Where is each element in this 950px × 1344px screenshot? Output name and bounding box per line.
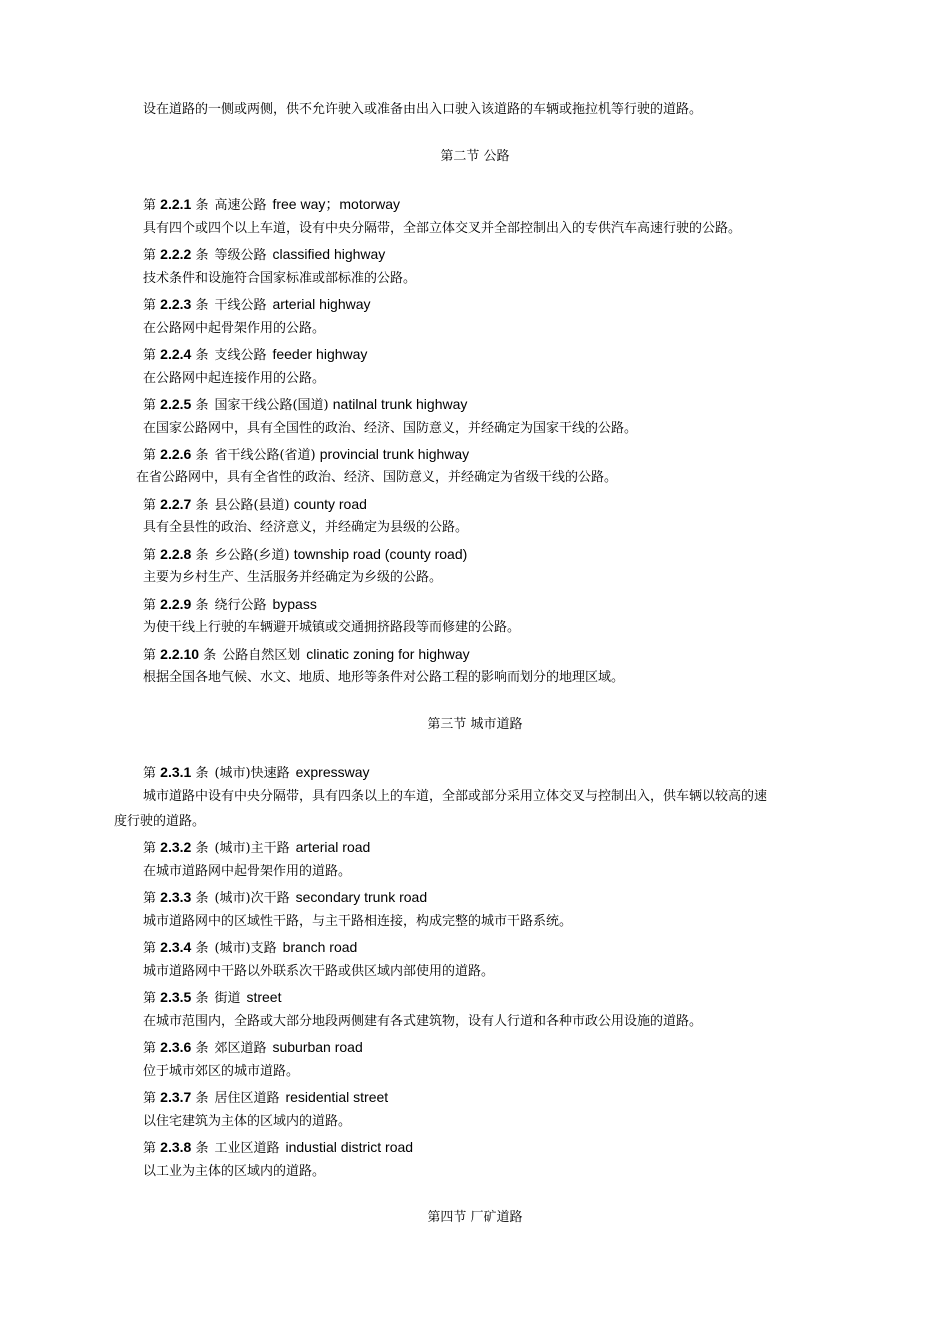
definition-2-2-2: 技术条件和设施符合国家标准或部标准的公路。 [143, 271, 417, 286]
definition-2-2-3: 在公路网中起骨架作用的公路。 [143, 321, 326, 336]
term-2-3-2: 第 2.3.2 条 (城市)主干路 arterial road [143, 839, 371, 856]
definition-2-2-10: 根据全国各地气候、水文、地质、地形等条件对公路工程的影响而划分的地理区域。 [143, 670, 625, 685]
definition-2-2-6: 在省公路网中，具有全省性的政治、经济、国防意义，并经确定为省级干线的公路。 [136, 470, 618, 485]
term-2-3-1: 第 2.3.1 条 (城市)快速路 expressway [143, 764, 370, 781]
definition-2-3-6: 位于城市郊区的城市道路。 [143, 1064, 300, 1079]
section-heading-2: 第二节 公路 [440, 149, 510, 164]
term-2-2-10: 第 2.2.10 条 公路自然区划 clinatic zoning for highway [143, 646, 470, 663]
section-heading-3: 第三节 城市道路 [427, 717, 523, 732]
term-2-3-6: 第 2.3.6 条 郊区道路 suburban road [143, 1039, 363, 1056]
definition-2-2-8: 主要为乡村生产、生活服务并经确定为乡级的公路。 [143, 570, 443, 585]
intro-text: 设在道路的一侧或两侧，供不允许驶入或准备由出入口驶入该道路的车辆或拖拉机等行驶的道路。 [143, 102, 703, 117]
term-2-2-9: 第 2.2.9 条 绕行公路 bypass [143, 596, 317, 613]
term-2-2-2: 第 2.2.2 条 等级公路 classified highway [143, 246, 386, 263]
term-2-3-4: 第 2.3.4 条 (城市)支路 branch road [143, 939, 358, 956]
term-2-3-5: 第 2.3.5 条 街道 street [143, 989, 282, 1006]
definition-2-2-9: 为使干线上行驶的车辆避开城镇或交通拥挤路段等而修建的公路。 [143, 620, 521, 635]
term-2-2-5: 第 2.2.5 条 国家干线公路(国道) natilnal trunk highway [143, 396, 468, 413]
term-2-2-7: 第 2.2.7 条 县公路(县道) county road [143, 496, 367, 513]
definition-2-3-8: 以工业为主体的区域内的道路。 [143, 1164, 326, 1179]
definition-2-2-4: 在公路网中起连接作用的公路。 [143, 371, 326, 386]
definition-2-3-5: 在城市范围内，全路或大部分地段两侧建有各式建筑物，设有人行道和各种市政公用设施的道路。 [143, 1014, 703, 1029]
term-2-3-8: 第 2.3.8 条 工业区道路 industial district road [143, 1139, 414, 1156]
definition-2-3-1: 城市道路中设有中央分隔带，具有四条以上的车道，全部或部分采用立体交叉与控制出入，供车辆以较高的速 [143, 789, 768, 804]
term-2-2-6: 第 2.2.6 条 省干线公路(省道) provincial trunk highway [143, 446, 470, 463]
definition-2-3-4: 城市道路网中干路以外联系次干路或供区域内部使用的道路。 [143, 964, 495, 979]
definition-2-3-7: 以住宅建筑为主体的区域内的道路。 [143, 1114, 352, 1129]
term-2-3-3: 第 2.3.3 条 (城市)次干路 secondary trunk road [143, 889, 428, 906]
term-2-2-1: 第 2.2.1 条 高速公路 free way；motorway [143, 196, 401, 213]
definition-2-2-5: 在国家公路网中，具有全国性的政治、经济、国防意义，并经确定为国家干线的公路。 [143, 421, 638, 436]
term-2-2-4: 第 2.2.4 条 支线公路 feeder highway [143, 346, 368, 363]
section-heading-4: 第四节 厂矿道路 [427, 1210, 523, 1225]
definition-2-2-7: 具有全县性的政治、经济意义，并经确定为县级的公路。 [143, 520, 469, 535]
term-2-2-8: 第 2.2.8 条 乡公路(乡道) township road (county road) [143, 546, 468, 563]
definition-2-3-3: 城市道路网中的区域性干路，与主干路相连接，构成完整的城市干路系统。 [143, 914, 573, 929]
term-2-2-3: 第 2.2.3 条 干线公路 arterial highway [143, 296, 371, 313]
term-2-3-7: 第 2.3.7 条 居住区道路 residential street [143, 1089, 389, 1106]
definition-2-3-1-cont: 度行驶的道路。 [114, 814, 206, 829]
definition-2-3-2: 在城市道路网中起骨架作用的道路。 [143, 864, 352, 879]
definition-2-2-1: 具有四个或四个以上车道，设有中央分隔带，全部立体交叉并全部控制出入的专供汽车高速行驶的公路。 [143, 221, 742, 236]
